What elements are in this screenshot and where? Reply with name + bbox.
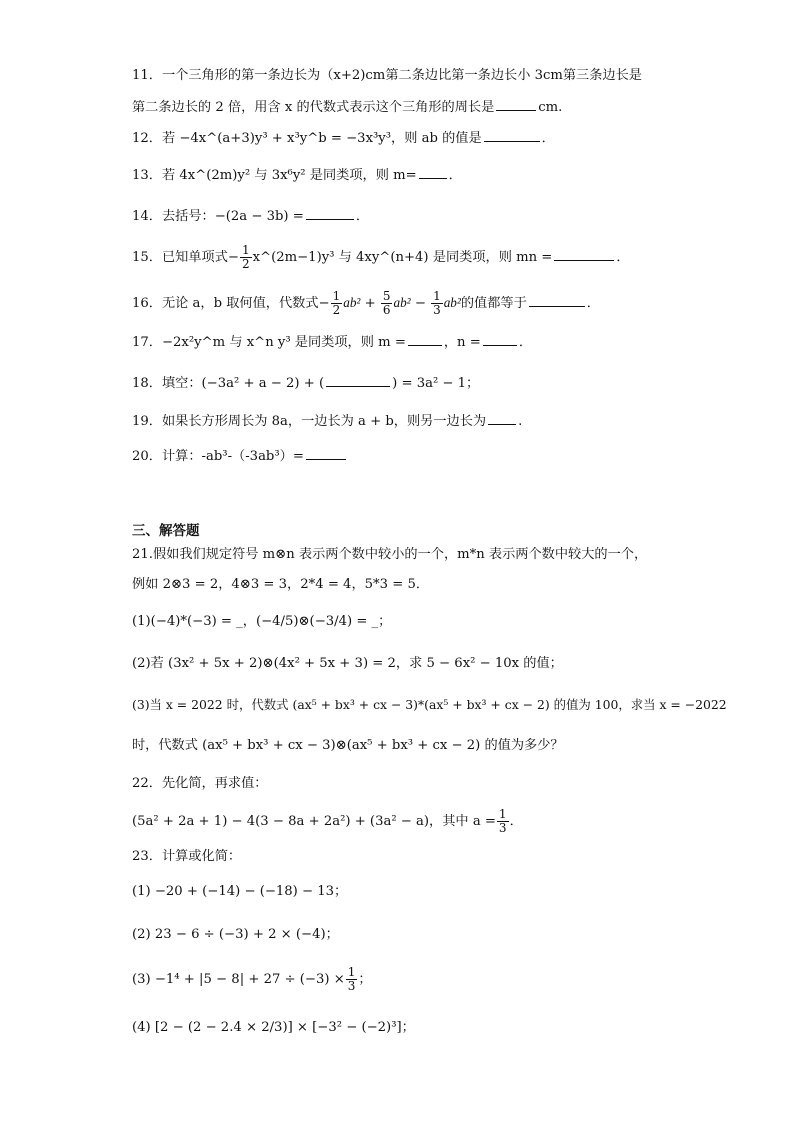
question-16-post: 的值都等于 bbox=[460, 296, 527, 311]
answer-blank bbox=[488, 411, 516, 425]
question-15: 15．已知单项式− $\frac{1}{2}$ x^(2m−1)y³ 与 4xy^(n+4) 是同类项，则 mn = ． bbox=[132, 243, 630, 271]
question-11-line2 bbox=[132, 97, 562, 118]
question-11-line1: 11．一个三角形的第一条边长为（x+2)cm第二条边比第一条边长小 3cm第三条边长是 bbox=[132, 68, 642, 83]
question-21-part3-line1: (3)当 x = 2022 时，代数式 (ax⁵ + bx³ + cx − 3)*(ax⁵ + bx³ + cx − 2) 的值为 100，求当 x = −2022 bbox=[132, 697, 727, 712]
question-21-line2: 例如 2⊗3 = 2，4⊗3 = 3，2*4 = 4，5*3 = 5． bbox=[132, 577, 430, 592]
question-23-part3-text: (3) −1⁴ + |5 − 8| + 27 ÷ (−3) × bbox=[132, 972, 345, 987]
question-17: 17．−2x²y^m 与 x^n y³ 是同类项，则 m = ，n = ． bbox=[132, 332, 532, 353]
answer-blank bbox=[326, 373, 390, 387]
answer-blank bbox=[306, 206, 354, 220]
question-18 bbox=[132, 373, 479, 394]
question-23: 23．计算或化简： bbox=[132, 849, 242, 864]
question-16-pre: 16．无论 a，b 取何值，代数式 bbox=[132, 296, 319, 311]
fraction: $\frac{5}{6}$ bbox=[382, 289, 391, 317]
question-23-part4: (4) [2 − (2 − 2.4 × 2/3)] × [−3² − (−2)³]； bbox=[132, 1020, 415, 1035]
question-20-text: 20．计算：-ab³-（-3ab³）= bbox=[132, 449, 304, 464]
question-22-expr: (5a² + 2a + 1) − 4(3 − 8a + 2a²) + (3a² − a)，其中 a = bbox=[132, 814, 496, 829]
question-21-part2: (2)若 (3x² + 5x + 2)⊗(4x² + 5x + 3) = 2，求 5 − 6x² − 10x 的值； bbox=[132, 656, 563, 671]
question-23-part2: (2) 23 − 6 ÷ (−3) + 2 × (−4)； bbox=[132, 927, 339, 942]
question-23-part1: (1) −20 + (−14) − (−18) − 13； bbox=[132, 884, 348, 899]
question-16: 16．无论 a，b 取何值，代数式− $\frac{1}{2}$ ab² + $\frac{5}{6}$ ab² − $\frac{1}{3}$ ab²的值都等于 ． bbox=[132, 289, 600, 317]
question-17-n: ，n = bbox=[443, 335, 481, 350]
question-19: 19．如果长方形周长为 8a，一边长为 a + b，则另一边长为 . bbox=[132, 411, 522, 432]
question-18-text: 18．填空：(−3a² + a − 2) + ( bbox=[132, 376, 325, 391]
question-22: 22．先化简，再求值： bbox=[132, 776, 268, 791]
question-18-post: ) = 3a² − 1； bbox=[392, 376, 480, 391]
answer-blank bbox=[554, 247, 614, 261]
question-11-unit: cm. bbox=[538, 100, 563, 115]
question-13-text: 13．若 4x^(2m)y² 与 3x⁶y² 是同类项，则 m= bbox=[132, 168, 417, 183]
question-13: 13．若 4x^(2m)y² 与 3x⁶y² 是同类项，则 m= ． bbox=[132, 165, 462, 186]
section-heading: 三、解答题 bbox=[132, 523, 200, 539]
answer-blank bbox=[529, 293, 585, 307]
question-22-expression: (5a² + 2a + 1) − 4(3 − 8a + 2a²) + (3a² − a)，其中 a = $\frac{1}{3}$ ． bbox=[132, 807, 523, 835]
question-15-mid: x^(2m−1)y³ 与 4xy^(n+4) 是同类项，则 mn = bbox=[252, 250, 553, 265]
answer-blank bbox=[408, 332, 442, 346]
question-21-part1: (1)(−4)*(−3) = _，(−4/5)⊗(−3/4) = _； bbox=[132, 614, 392, 629]
question-14: 14．去括号：−(2a − 3b) = ． bbox=[132, 206, 369, 227]
fraction: $\frac{1}{2}$ bbox=[241, 243, 250, 271]
question-21-line1: 21.假如我们规定符号 m⊗n 表示两个数中较小的一个，m*n 表示两个数中较大的一个， bbox=[132, 547, 648, 562]
question-15-pre: 15．已知单项式 bbox=[132, 250, 228, 265]
question-11-text: 第二条边长的 2 倍，用含 x 的代数式表示这个三角形的周长是 bbox=[132, 100, 495, 115]
question-20 bbox=[132, 446, 348, 467]
answer-blank bbox=[483, 332, 517, 346]
fraction: $\frac{1}{3}$ bbox=[347, 965, 356, 993]
question-23-part3: (3) −1⁴ + |5 − 8| + 27 ÷ (−3) × $\frac{1}{3}$ ； bbox=[132, 965, 372, 993]
answer-blank bbox=[419, 165, 447, 179]
question-19-text: 19．如果长方形周长为 8a，一边长为 a + b，则另一边长为 bbox=[132, 414, 487, 429]
answer-blank bbox=[496, 97, 536, 111]
question-12: 12．若 −4x^(a+3)y³ + x³y^b = −3x³y³，则 ab 的值是 ． bbox=[132, 128, 555, 149]
fraction: $\frac{1}{2}$ bbox=[332, 289, 341, 317]
answer-blank bbox=[306, 446, 346, 460]
question-14-text: 14．去括号：−(2a − 3b) = bbox=[132, 209, 304, 224]
question-12-text: 12．若 −4x^(a+3)y³ + x³y^b = −3x³y³，则 ab 的值是 bbox=[132, 131, 482, 146]
answer-blank bbox=[484, 128, 540, 142]
question-21-part3-line2: 时，代数式 (ax⁵ + bx³ + cx − 3)⊗(ax⁵ + bx³ + cx − 2) 的值为多少？ bbox=[132, 738, 564, 753]
question-17-text: 17．−2x²y^m 与 x^n y³ 是同类项，则 m = bbox=[132, 335, 406, 350]
fraction: $\frac{1}{3}$ bbox=[498, 807, 507, 835]
fraction: $\frac{1}{3}$ bbox=[433, 289, 441, 317]
